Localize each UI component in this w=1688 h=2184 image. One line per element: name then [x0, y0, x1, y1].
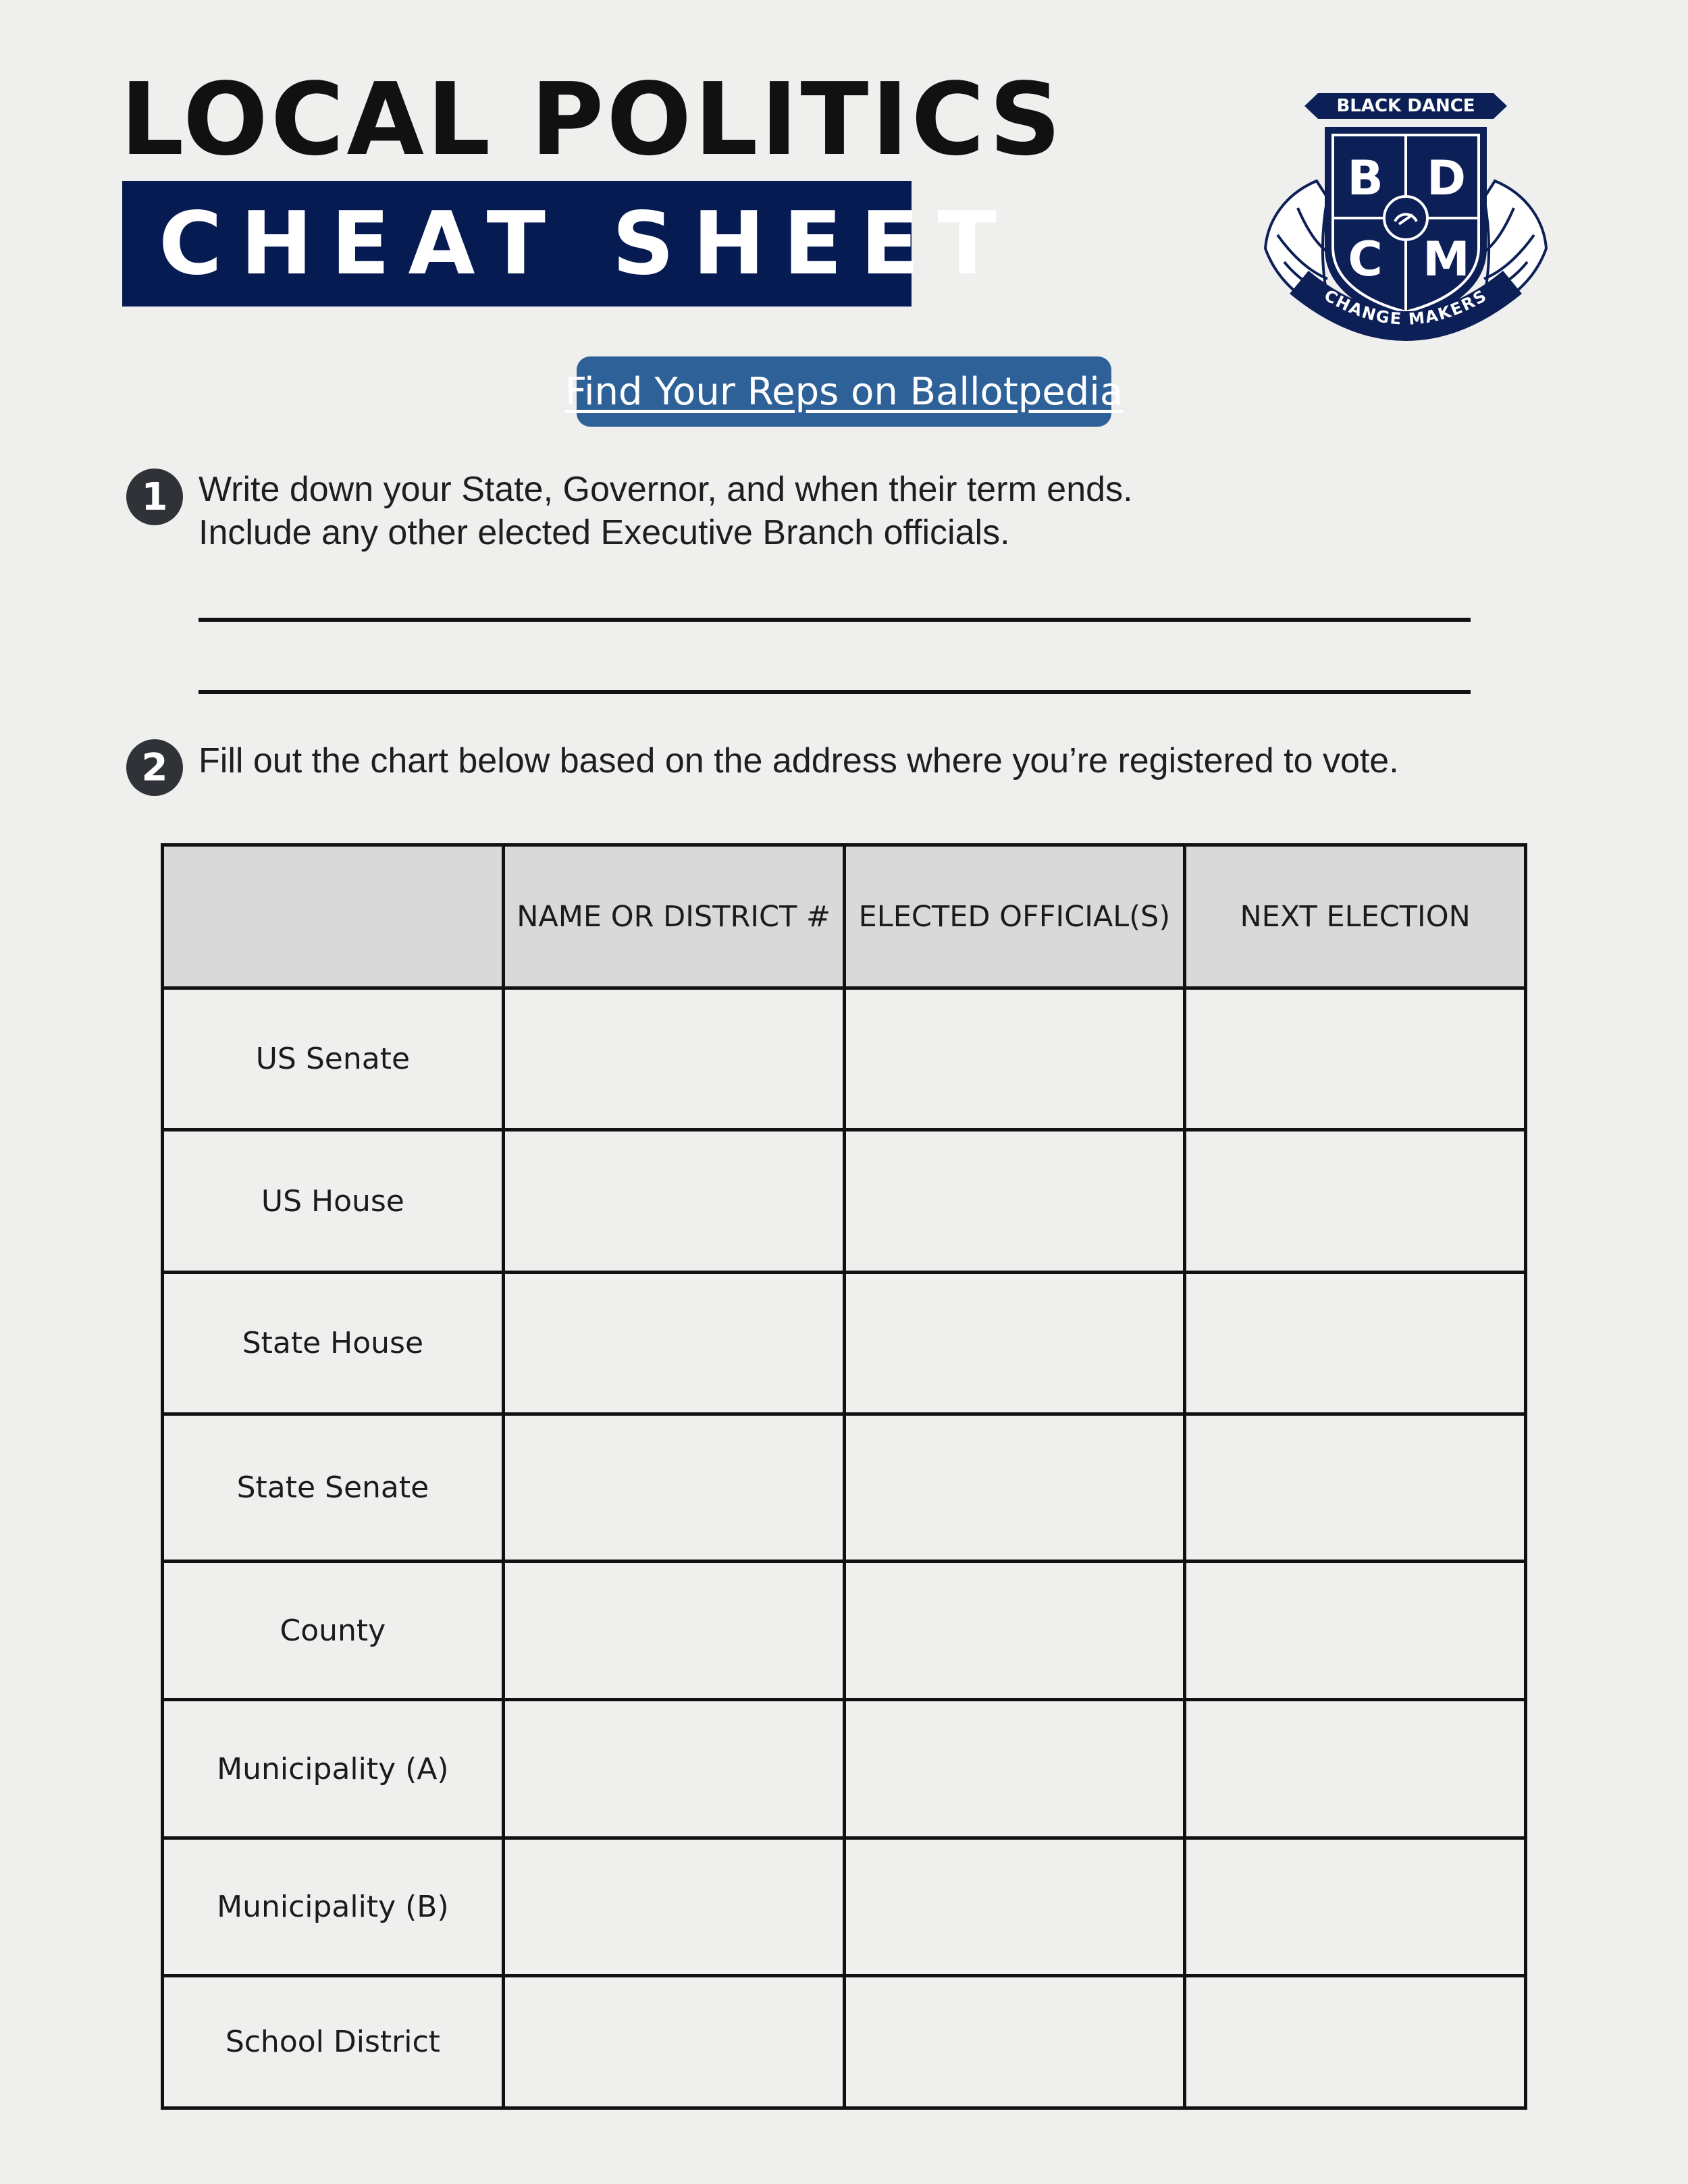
- logo-shield: [1325, 127, 1487, 323]
- fill-cell[interactable]: [1185, 1273, 1526, 1414]
- step-2-text: Fill out the chart below based on the address where you’re registered to vote.: [199, 741, 1399, 780]
- fill-cell[interactable]: [1185, 988, 1526, 1130]
- row-label: School District: [163, 1976, 504, 2108]
- row-label: US Senate: [163, 988, 504, 1130]
- fill-cell[interactable]: [1185, 1700, 1526, 1838]
- fill-cell[interactable]: [1185, 1562, 1526, 1700]
- header-next-election: NEXT ELECTION: [1185, 845, 1526, 988]
- fill-cell[interactable]: [503, 988, 844, 1130]
- fill-cell[interactable]: [503, 1976, 844, 2108]
- fill-cell[interactable]: [844, 1562, 1185, 1700]
- table-row: [163, 988, 1526, 1130]
- row-label: County: [163, 1562, 504, 1700]
- fill-cell[interactable]: [1185, 1976, 1526, 2108]
- fill-cell[interactable]: [844, 988, 1185, 1130]
- row-label: US House: [163, 1130, 504, 1273]
- fill-cell[interactable]: [503, 1700, 844, 1838]
- step-1-text: [199, 468, 1133, 554]
- logo-top-banner: [1304, 93, 1507, 119]
- row-label: Municipality (B): [163, 1838, 504, 1976]
- logo-banner-top-text: BLACK DANCE: [1336, 96, 1475, 116]
- representatives-chart: [161, 843, 1527, 2110]
- header-name-or-district: NAME OR DISTRICT #: [503, 845, 844, 988]
- table-row: [163, 1273, 1526, 1414]
- header-elected-officials: ELECTED OFFICIAL(S): [844, 845, 1185, 988]
- table-row: [163, 1130, 1526, 1273]
- fill-cell[interactable]: [503, 1130, 844, 1273]
- table-row: [163, 1414, 1526, 1562]
- table-row: [163, 1838, 1526, 1976]
- logo-letter-m: M: [1423, 232, 1470, 287]
- fill-cell[interactable]: [1185, 1130, 1526, 1273]
- page-subtitle: CHEAT SHEET: [159, 193, 1015, 294]
- step-2-badge: 2: [126, 739, 183, 796]
- table-row: [163, 1562, 1526, 1700]
- ballotpedia-link-button[interactable]: Find Your Reps on Ballotpedia: [577, 356, 1111, 427]
- bdcm-logo: [1257, 80, 1554, 363]
- title-banner: [122, 181, 1015, 307]
- fill-cell[interactable]: [1185, 1414, 1526, 1562]
- fill-cell[interactable]: [503, 1414, 844, 1562]
- answer-line-1[interactable]: [199, 618, 1471, 622]
- step-1-badge: 1: [126, 469, 183, 525]
- table-row: [163, 1976, 1526, 2108]
- fill-cell[interactable]: [844, 1414, 1185, 1562]
- fill-cell[interactable]: [503, 1838, 844, 1976]
- answer-line-2[interactable]: [199, 690, 1471, 694]
- fill-cell[interactable]: [844, 1976, 1185, 2108]
- logo-banner-bottom-text: CHANGE MAKERS: [1321, 286, 1491, 329]
- row-label: Municipality (A): [163, 1700, 504, 1838]
- fill-cell[interactable]: [844, 1700, 1185, 1838]
- fill-cell[interactable]: [503, 1562, 844, 1700]
- fill-cell[interactable]: [844, 1273, 1185, 1414]
- fill-cell[interactable]: [503, 1273, 844, 1414]
- table-row: [163, 1700, 1526, 1838]
- page-title: LOCAL POLITICS: [120, 61, 1064, 178]
- fill-cell[interactable]: [844, 1130, 1185, 1273]
- fill-cell[interactable]: [844, 1838, 1185, 1976]
- step-1-line-1: Write down your State, Governor, and when their term ends.: [199, 470, 1133, 509]
- row-label: State Senate: [163, 1414, 504, 1562]
- logo-letter-c: C: [1348, 232, 1383, 287]
- fill-cell[interactable]: [1185, 1838, 1526, 1976]
- logo-letter-b: B: [1347, 151, 1383, 206]
- row-label: State House: [163, 1273, 504, 1414]
- header-cell-blank: [163, 845, 504, 988]
- logo-letter-d: D: [1426, 151, 1467, 206]
- chart-header-row: [163, 845, 1526, 988]
- step-1-line-2: Include any other elected Executive Branch officials.: [199, 513, 1010, 552]
